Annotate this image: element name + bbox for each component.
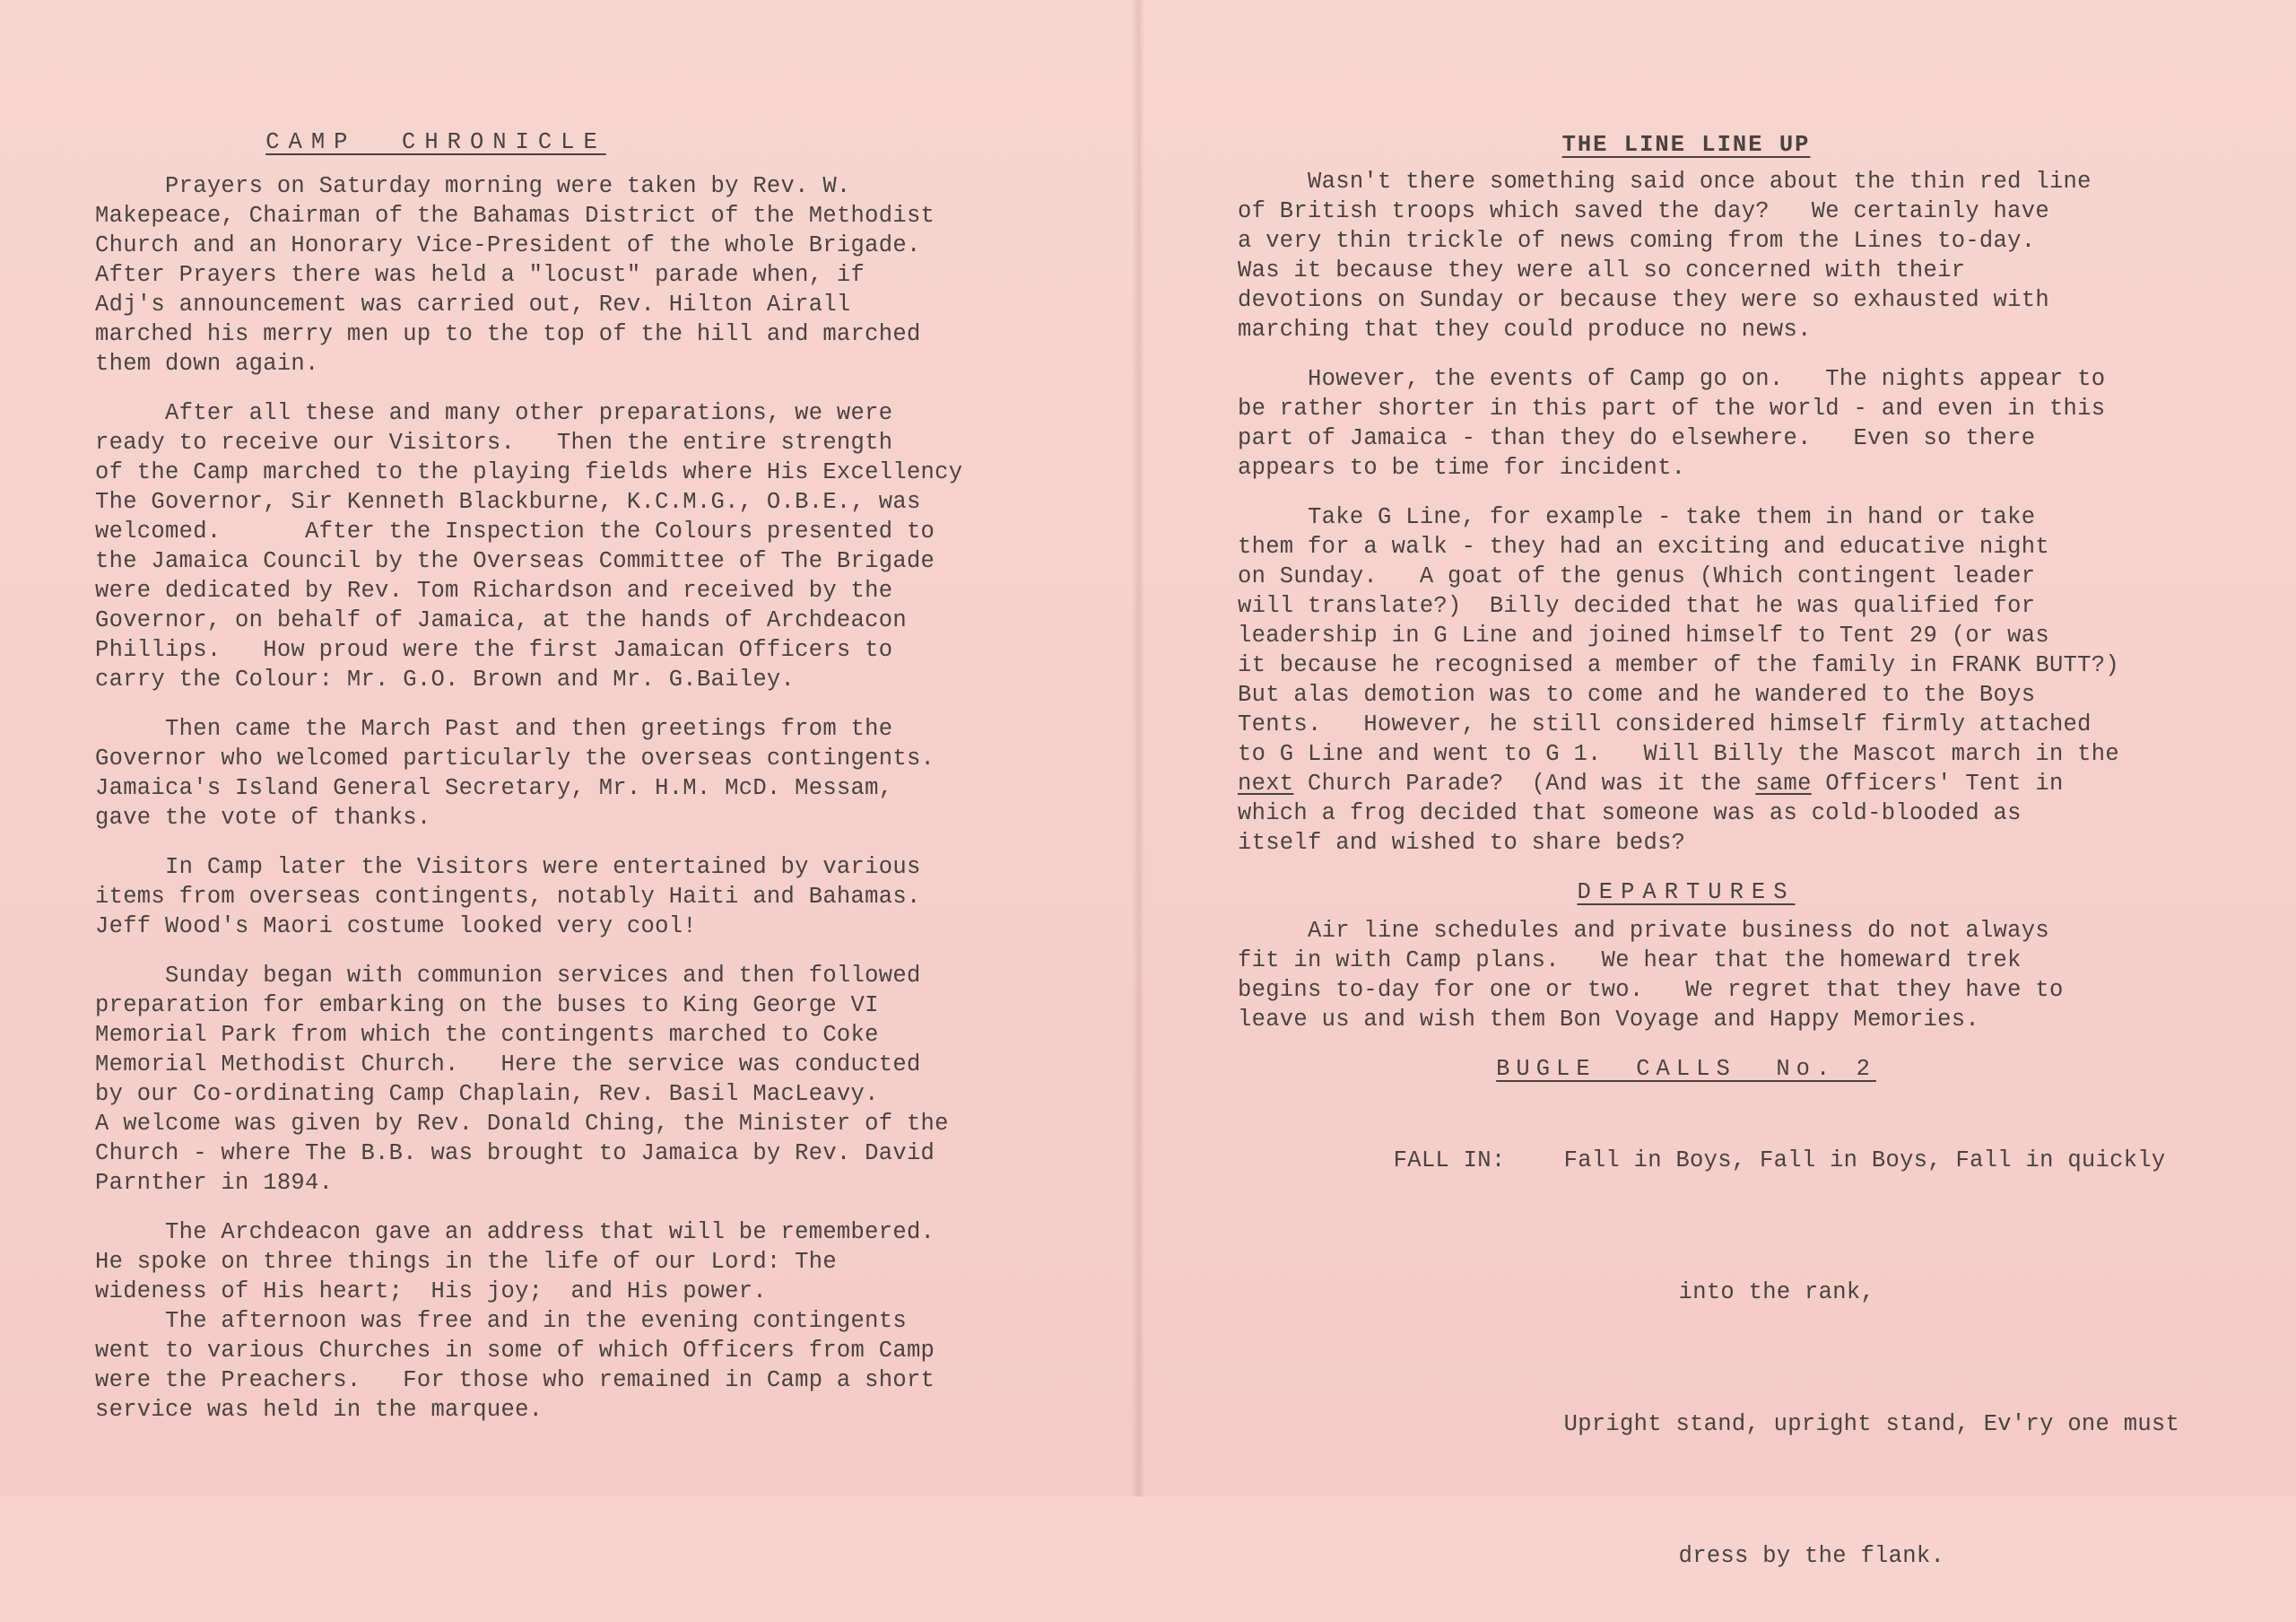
text-line: by our Co-ordinating Camp Chaplain, Rev. Basil MacLeavy. — [95, 1081, 879, 1107]
text-line: itself and wished to share beds? — [1238, 830, 1686, 856]
text-line: The Governor, Sir Kenneth Blackburne, K.C.M.G., O.B.E., was — [95, 489, 921, 515]
text-line: on Sunday. A goat of the genus (Which contingent leader — [1238, 563, 2036, 589]
center-fold — [1132, 0, 1144, 1496]
underlined-same: same — [1755, 771, 1812, 797]
text-line: preparation for embarking on the buses to King George VI — [95, 992, 879, 1018]
text-line: them down again. — [95, 351, 319, 377]
text-line: begins to-day for one or two. We regret that they have to — [1238, 977, 2064, 1003]
text-line: wideness of His heart; His joy; and His power. — [95, 1278, 767, 1304]
text-line: welcomed. After the Inspection the Colours presented to — [95, 519, 935, 545]
departures-heading: DEPARTURES — [1577, 879, 1796, 905]
text-line: to G Line and went to G 1. Will Billy the Mascot march in the — [1238, 741, 2119, 767]
text-line: Church and an Honorary Vice-President of the whole Brigade. — [95, 232, 921, 258]
text-line: Memorial Park from which the contingents marched to Coke — [95, 1022, 879, 1048]
text-line: part of Jamaica - than they do elsewhere. Even so there — [1238, 425, 2036, 451]
chronicle-paragraph-6 — [95, 1217, 1100, 1425]
text-line: Parnther in 1894. — [95, 1170, 334, 1196]
bugle-line: Fall in Boys, Fall in Boys, Fall in quickly — [1563, 1147, 2166, 1173]
bugle-line: Upright stand, upright stand, Ev'ry one must — [1563, 1411, 2180, 1437]
text-line: be rather shorter in this part of the world - and even in this — [1238, 396, 2106, 422]
text-line: The Archdeacon gave an address that will be remembered. — [95, 1219, 935, 1245]
text-line: Memorial Methodist Church. Here the service was conducted — [95, 1051, 921, 1077]
lineup-paragraph-1 — [1238, 167, 2242, 344]
text-line: Jeff Wood's Maori costume looked very cool! — [95, 913, 697, 939]
text-line: Then came the March Past and then greetings from the — [95, 716, 893, 742]
text-line: which a frog decided that someone was as cold-blooded as — [1238, 800, 2022, 826]
text-line: Tents. However, he still considered himself firmly attached — [1238, 711, 2092, 737]
text-line: Phillips. How proud were the first Jamaican Officers to — [95, 637, 893, 663]
text-line: Jamaica's Island General Secretary, Mr. H.M. McD. Messam, — [95, 775, 893, 801]
text-line: marching that they could produce no news. — [1238, 317, 1812, 343]
text-line: Church - where The B.B. was brought to Jamaica by Rev. David — [95, 1140, 935, 1166]
text-line: items from overseas contingents, notably Haiti and Bahamas. — [95, 884, 921, 910]
text-line: Adj's announcement was carried out, Rev. Hilton Airall — [95, 292, 851, 318]
text-line: were dedicated by Rev. Tom Richardson and received by the — [95, 578, 893, 604]
underlined-next: next — [1238, 771, 1294, 797]
text-line: it because he recognised a member of the family in FRANK BUTT?) — [1238, 652, 2119, 678]
text-line: ready to receive our Visitors. Then the entire strength — [95, 430, 893, 456]
text-line: Sunday began with communion services and then followed — [95, 963, 921, 989]
text-line: A welcome was given by Rev. Donald Ching, the Minister of the — [95, 1111, 949, 1137]
camp-chronicle-column — [95, 126, 1100, 1425]
bugle-line: dress by the flank. — [1678, 1543, 1945, 1569]
text-line: In Camp later the Visitors were entertained by various — [95, 854, 921, 880]
line-up-column — [1238, 130, 2242, 1622]
text-line-next-church-parade: next Church Parade? (And was it the same Officers' Tent in — [1238, 771, 2064, 797]
text-line: After all these and many other preparations, we were — [95, 400, 893, 426]
text-line: carry the Colour: Mr. G.O. Brown and Mr. G.Bailey. — [95, 667, 796, 693]
text-line: of British troops which saved the day? We certainly have — [1238, 198, 2049, 224]
text-line: Wasn't there something said once about the thin red line — [1238, 169, 2092, 195]
text-line: will translate?) Billy decided that he was qualified for — [1238, 593, 2036, 619]
camp-chronicle-heading: CAMP CHRONICLE — [265, 129, 606, 155]
text-line: But alas demotion was to come and he wandered to the Boys — [1238, 682, 2036, 708]
text-line: Governor, on behalf of Jamaica, at the hands of Archdeacon — [95, 607, 907, 633]
text-line: went to various Churches in some of which Officers from Camp — [95, 1338, 935, 1364]
text-line: a very thin trickle of news coming from the Lines to-day. — [1238, 228, 2036, 254]
text-line: Makepeace, Chairman of the Bahamas District of the Methodist — [95, 203, 935, 229]
text-line: Governor who welcomed particularly the overseas contingents. — [95, 746, 935, 772]
text-line: He spoke on three things in the life of our Lord: The — [95, 1249, 837, 1275]
text-line: them for a walk - they had an exciting and educative night — [1238, 534, 2049, 560]
departures-paragraph — [1238, 916, 2242, 1034]
text-line: gave the vote of thanks. — [95, 805, 431, 831]
bugle-calls-block — [1238, 1094, 2242, 1622]
text-line: of the Camp marched to the playing fields where His Excellency — [95, 459, 963, 485]
chronicle-paragraph-5 — [95, 961, 1100, 1198]
line-line-up-heading: THE LINE LINE UP — [1561, 132, 1811, 158]
text-line: leave us and wish them Bon Voyage and Happy Memories. — [1238, 1007, 1979, 1033]
text-line: fit in with Camp plans. We hear that the homeward trek — [1238, 947, 2022, 973]
chronicle-paragraph-4 — [95, 852, 1100, 941]
chronicle-paragraph-3 — [95, 714, 1100, 833]
text-line: Was it because they were all so concerned with their — [1238, 257, 1966, 283]
text-line: devotions on Sunday or because they were so exhausted with — [1238, 287, 2049, 313]
text-line: leadership in G Line and joined himself to Tent 29 (or was — [1238, 623, 2049, 649]
bugle-line: into the rank, — [1678, 1279, 1875, 1305]
text-line: The afternoon was free and in the evening contingents — [95, 1308, 907, 1334]
text-line: service was held in the marquee. — [95, 1397, 544, 1423]
text-line: However, the events of Camp go on. The nights appear to — [1238, 366, 2106, 392]
chronicle-paragraph-1 — [95, 171, 1100, 379]
bugle-calls-heading: BUGLE CALLS No. 2 — [1496, 1056, 1876, 1082]
text-line: appears to be time for incident. — [1238, 455, 1686, 481]
text-line: After Prayers there was held a "locust" parade when, if — [95, 262, 865, 288]
chronicle-paragraph-2 — [95, 398, 1100, 694]
text-line: marched his merry men up to the top of the hill and marched — [95, 321, 921, 347]
text-line: Prayers on Saturday morning were taken by Rev. W. — [95, 173, 851, 199]
fall-in-label: FALL IN: — [1393, 1147, 1506, 1173]
text-line: the Jamaica Council by the Overseas Committee of The Brigade — [95, 548, 935, 574]
text-line: Take G Line, for example - take them in hand or take — [1238, 504, 2036, 530]
lineup-paragraph-3 — [1238, 502, 2242, 858]
text-line: Air line schedules and private business do not always — [1238, 918, 2049, 944]
lineup-paragraph-2 — [1238, 364, 2242, 483]
text-line: were the Preachers. For those who remained in Camp a short — [95, 1367, 935, 1393]
